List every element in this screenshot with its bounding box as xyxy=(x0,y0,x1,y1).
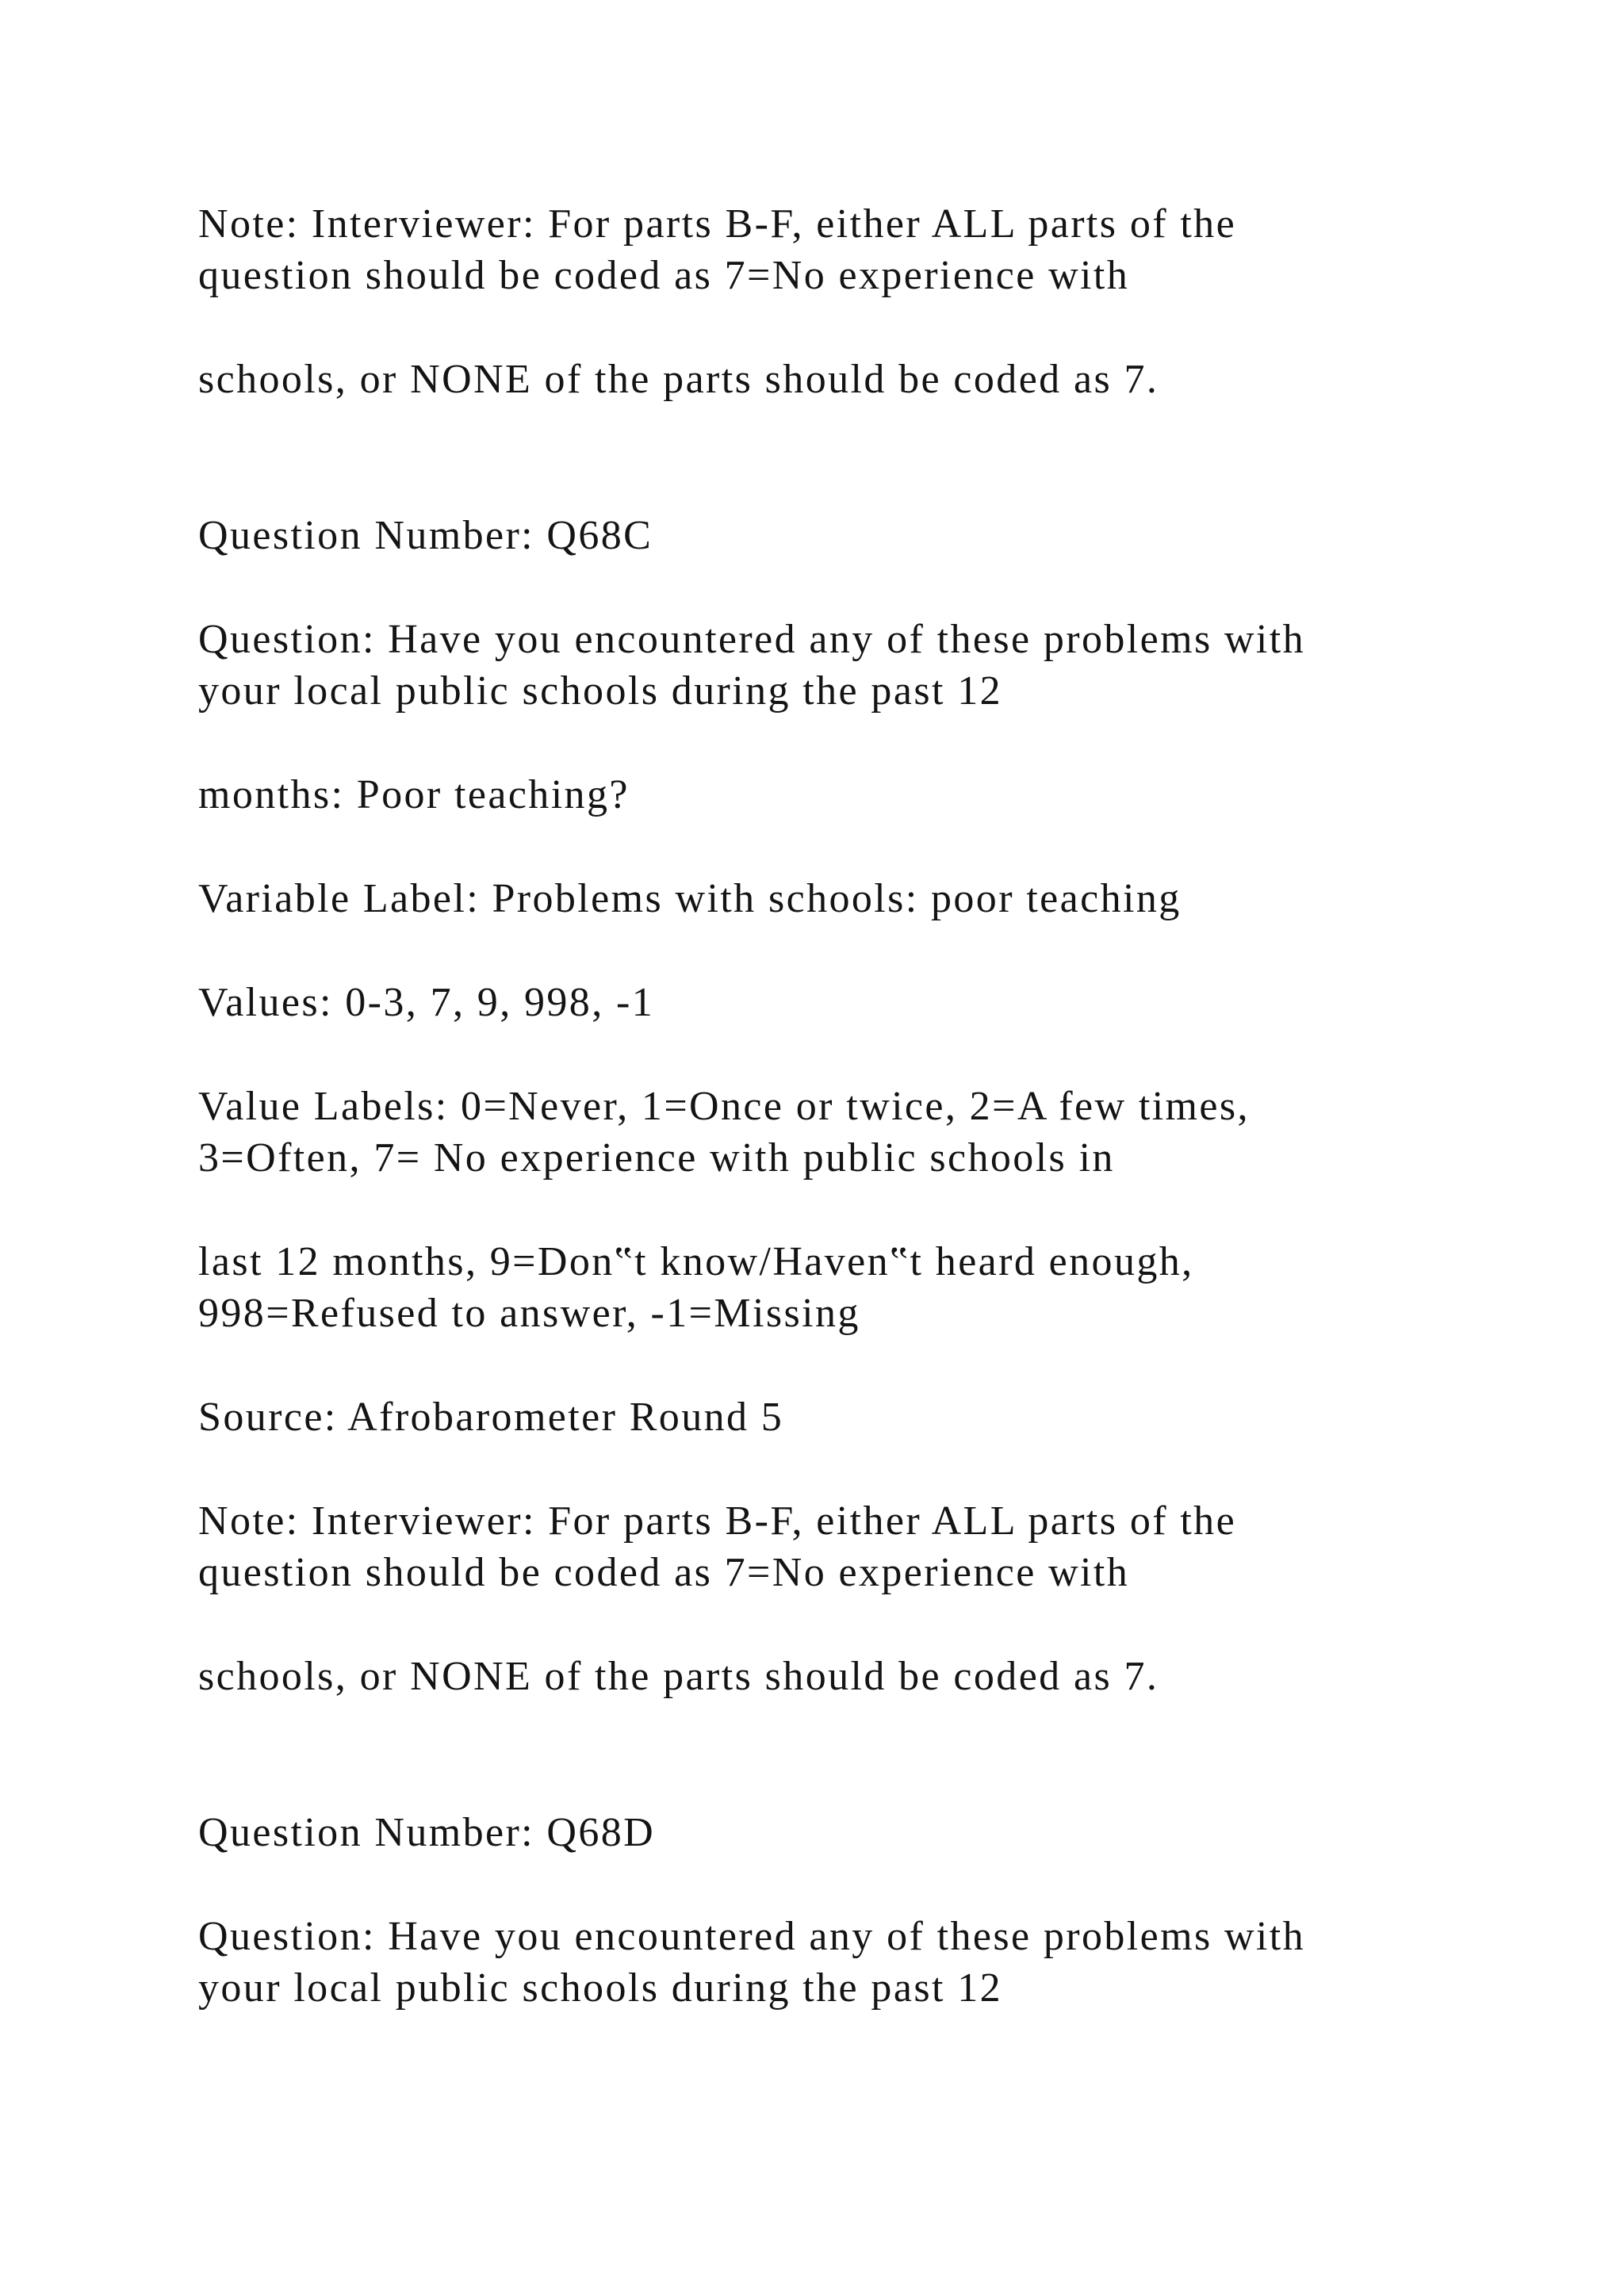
question-number: Question Number: Q68D xyxy=(198,1810,656,1855)
note-line-3: schools, or NONE of the parts should be coded as 7. xyxy=(198,1654,1159,1699)
question-line-2: your local public schools during the past 12 xyxy=(198,668,1003,714)
value-labels-line-4: 998=Refused to answer, -1=Missing xyxy=(198,1291,860,1336)
question-line-2: your local public schools during the past 12 xyxy=(198,1965,1003,2011)
values: Values: 0-3, 7, 9, 998, -1 xyxy=(198,980,655,1025)
value-labels-line-3: last 12 months, 9=Don‟t know/Haven‟t heard enough, xyxy=(198,1239,1194,1284)
value-labels-line-2: 3=Often, 7= No experience with public schools in xyxy=(198,1135,1115,1181)
note-line-3: schools, or NONE of the parts should be coded as 7. xyxy=(198,357,1159,402)
note-line-2: question should be coded as 7=No experience with xyxy=(198,1550,1130,1595)
question-line-3: months: Poor teaching? xyxy=(198,772,630,817)
question-number: Question Number: Q68C xyxy=(198,513,653,558)
question-line-1: Question: Have you encountered any of these problems with xyxy=(198,1914,1306,1959)
value-labels-line-1: Value Labels: 0=Never, 1=Once or twice, 2=A few times, xyxy=(198,1084,1250,1129)
note-line-1: Note: Interviewer: For parts B-F, either ALL parts of the xyxy=(198,1498,1237,1544)
variable-label: Variable Label: Problems with schools: poor teaching xyxy=(198,876,1182,921)
question-line-1: Question: Have you encountered any of these problems with xyxy=(198,617,1306,662)
source: Source: Afrobarometer Round 5 xyxy=(198,1395,784,1440)
note-line-1: Note: Interviewer: For parts B-F, either ALL parts of the xyxy=(198,201,1237,247)
note-line-2: question should be coded as 7=No experience with xyxy=(198,253,1130,298)
